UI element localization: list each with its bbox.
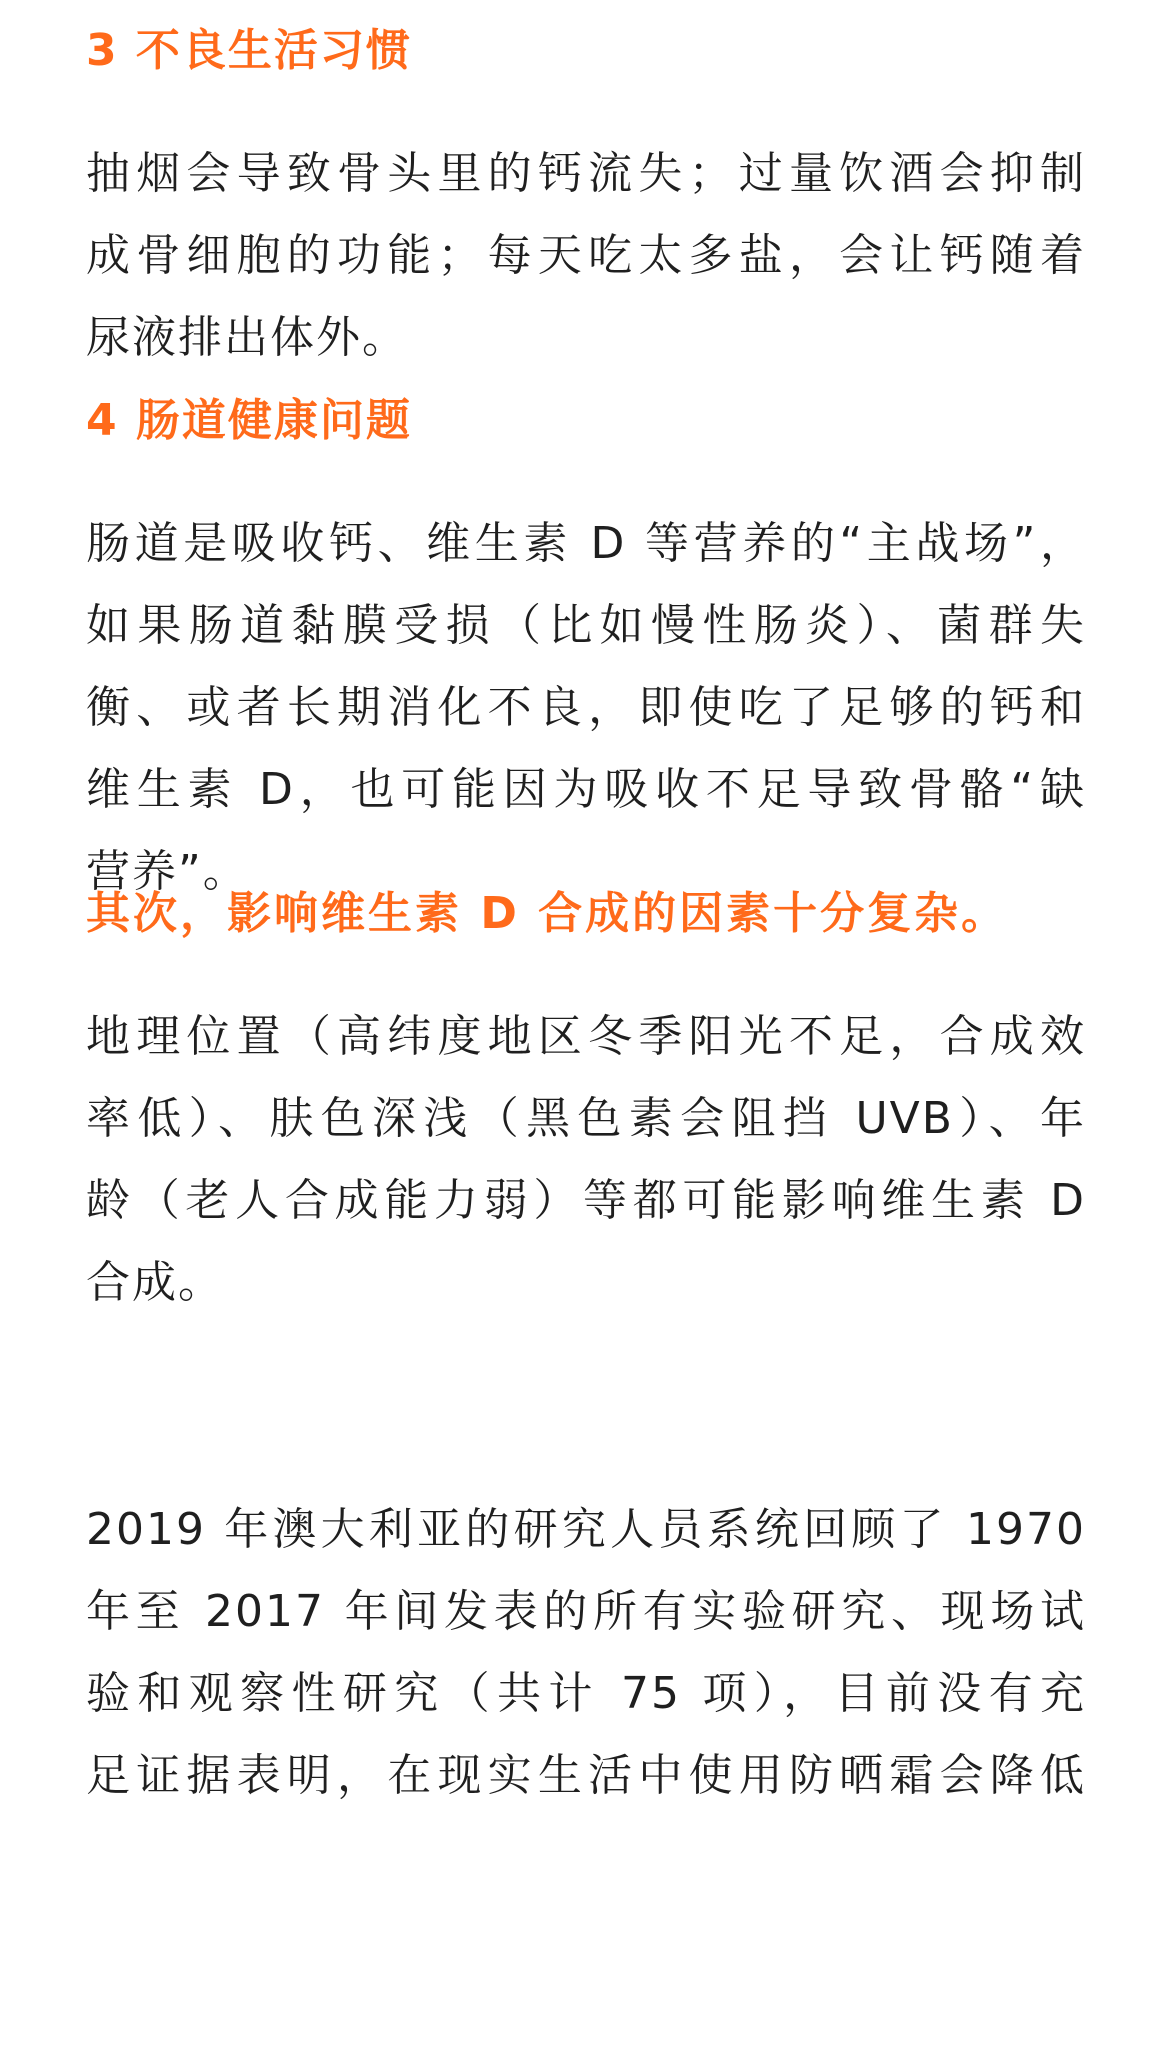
paragraph-line: 2019 年澳大利亚的研究人员系统回顾了 1970 [86,1504,1086,1555]
paragraph-line: 龄（老人合成能力弱）等都可能影响维生素 D [86,1175,1086,1226]
paragraph-line: 率低）、肤色深浅（黑色素会阻挡 UVB）、年 [86,1093,1086,1144]
paragraph-vitamin-d-factors [86,996,1086,1324]
paragraph-line: 抽烟会导致骨头里的钙流失；过量饮酒会抑制 [86,148,1086,199]
paragraph-line: 维生素 D，也可能因为吸收不足导致骨骼“缺 [86,764,1086,815]
paragraph-line: 肠道是吸收钙、维生素 D 等营养的“主战场”， [86,518,1086,569]
subheading-vitamin-d-factors: 其次，影响维生素 D 合成的因素十分复杂。 [86,888,1009,939]
paragraph-line: 地理位置（高纬度地区冬季阳光不足，合成效 [86,1011,1086,1062]
paragraph-line: 成骨细胞的功能；每天吃太多盐，会让钙随着 [86,230,1086,281]
section-heading-3: 3 不良生活习惯 [86,25,412,76]
section-heading-4: 4 肠道健康问题 [86,395,412,446]
paragraph-line: 如果肠道黏膜受损（比如慢性肠炎）、菌群失 [86,600,1086,651]
paragraph-gut-health [86,503,1086,913]
paragraph-bad-habits [86,133,1086,379]
paragraph-line: 验和观察性研究（共计 75 项），目前没有充 [86,1668,1086,1719]
paragraph-line: 尿液排出体外。 [86,312,408,363]
paragraph-line: 营养”。 [86,846,249,897]
paragraph-line: 衡、或者长期消化不良，即使吃了足够的钙和 [86,682,1086,733]
paragraph-line: 合成。 [86,1257,224,1308]
paragraph-line: 年至 2017 年间发表的所有实验研究、现场试 [86,1586,1086,1637]
paragraph-sunscreen-study [86,1489,1086,1817]
paragraph-line: 足证据表明，在现实生活中使用防晒霜会降低 [86,1750,1086,1801]
